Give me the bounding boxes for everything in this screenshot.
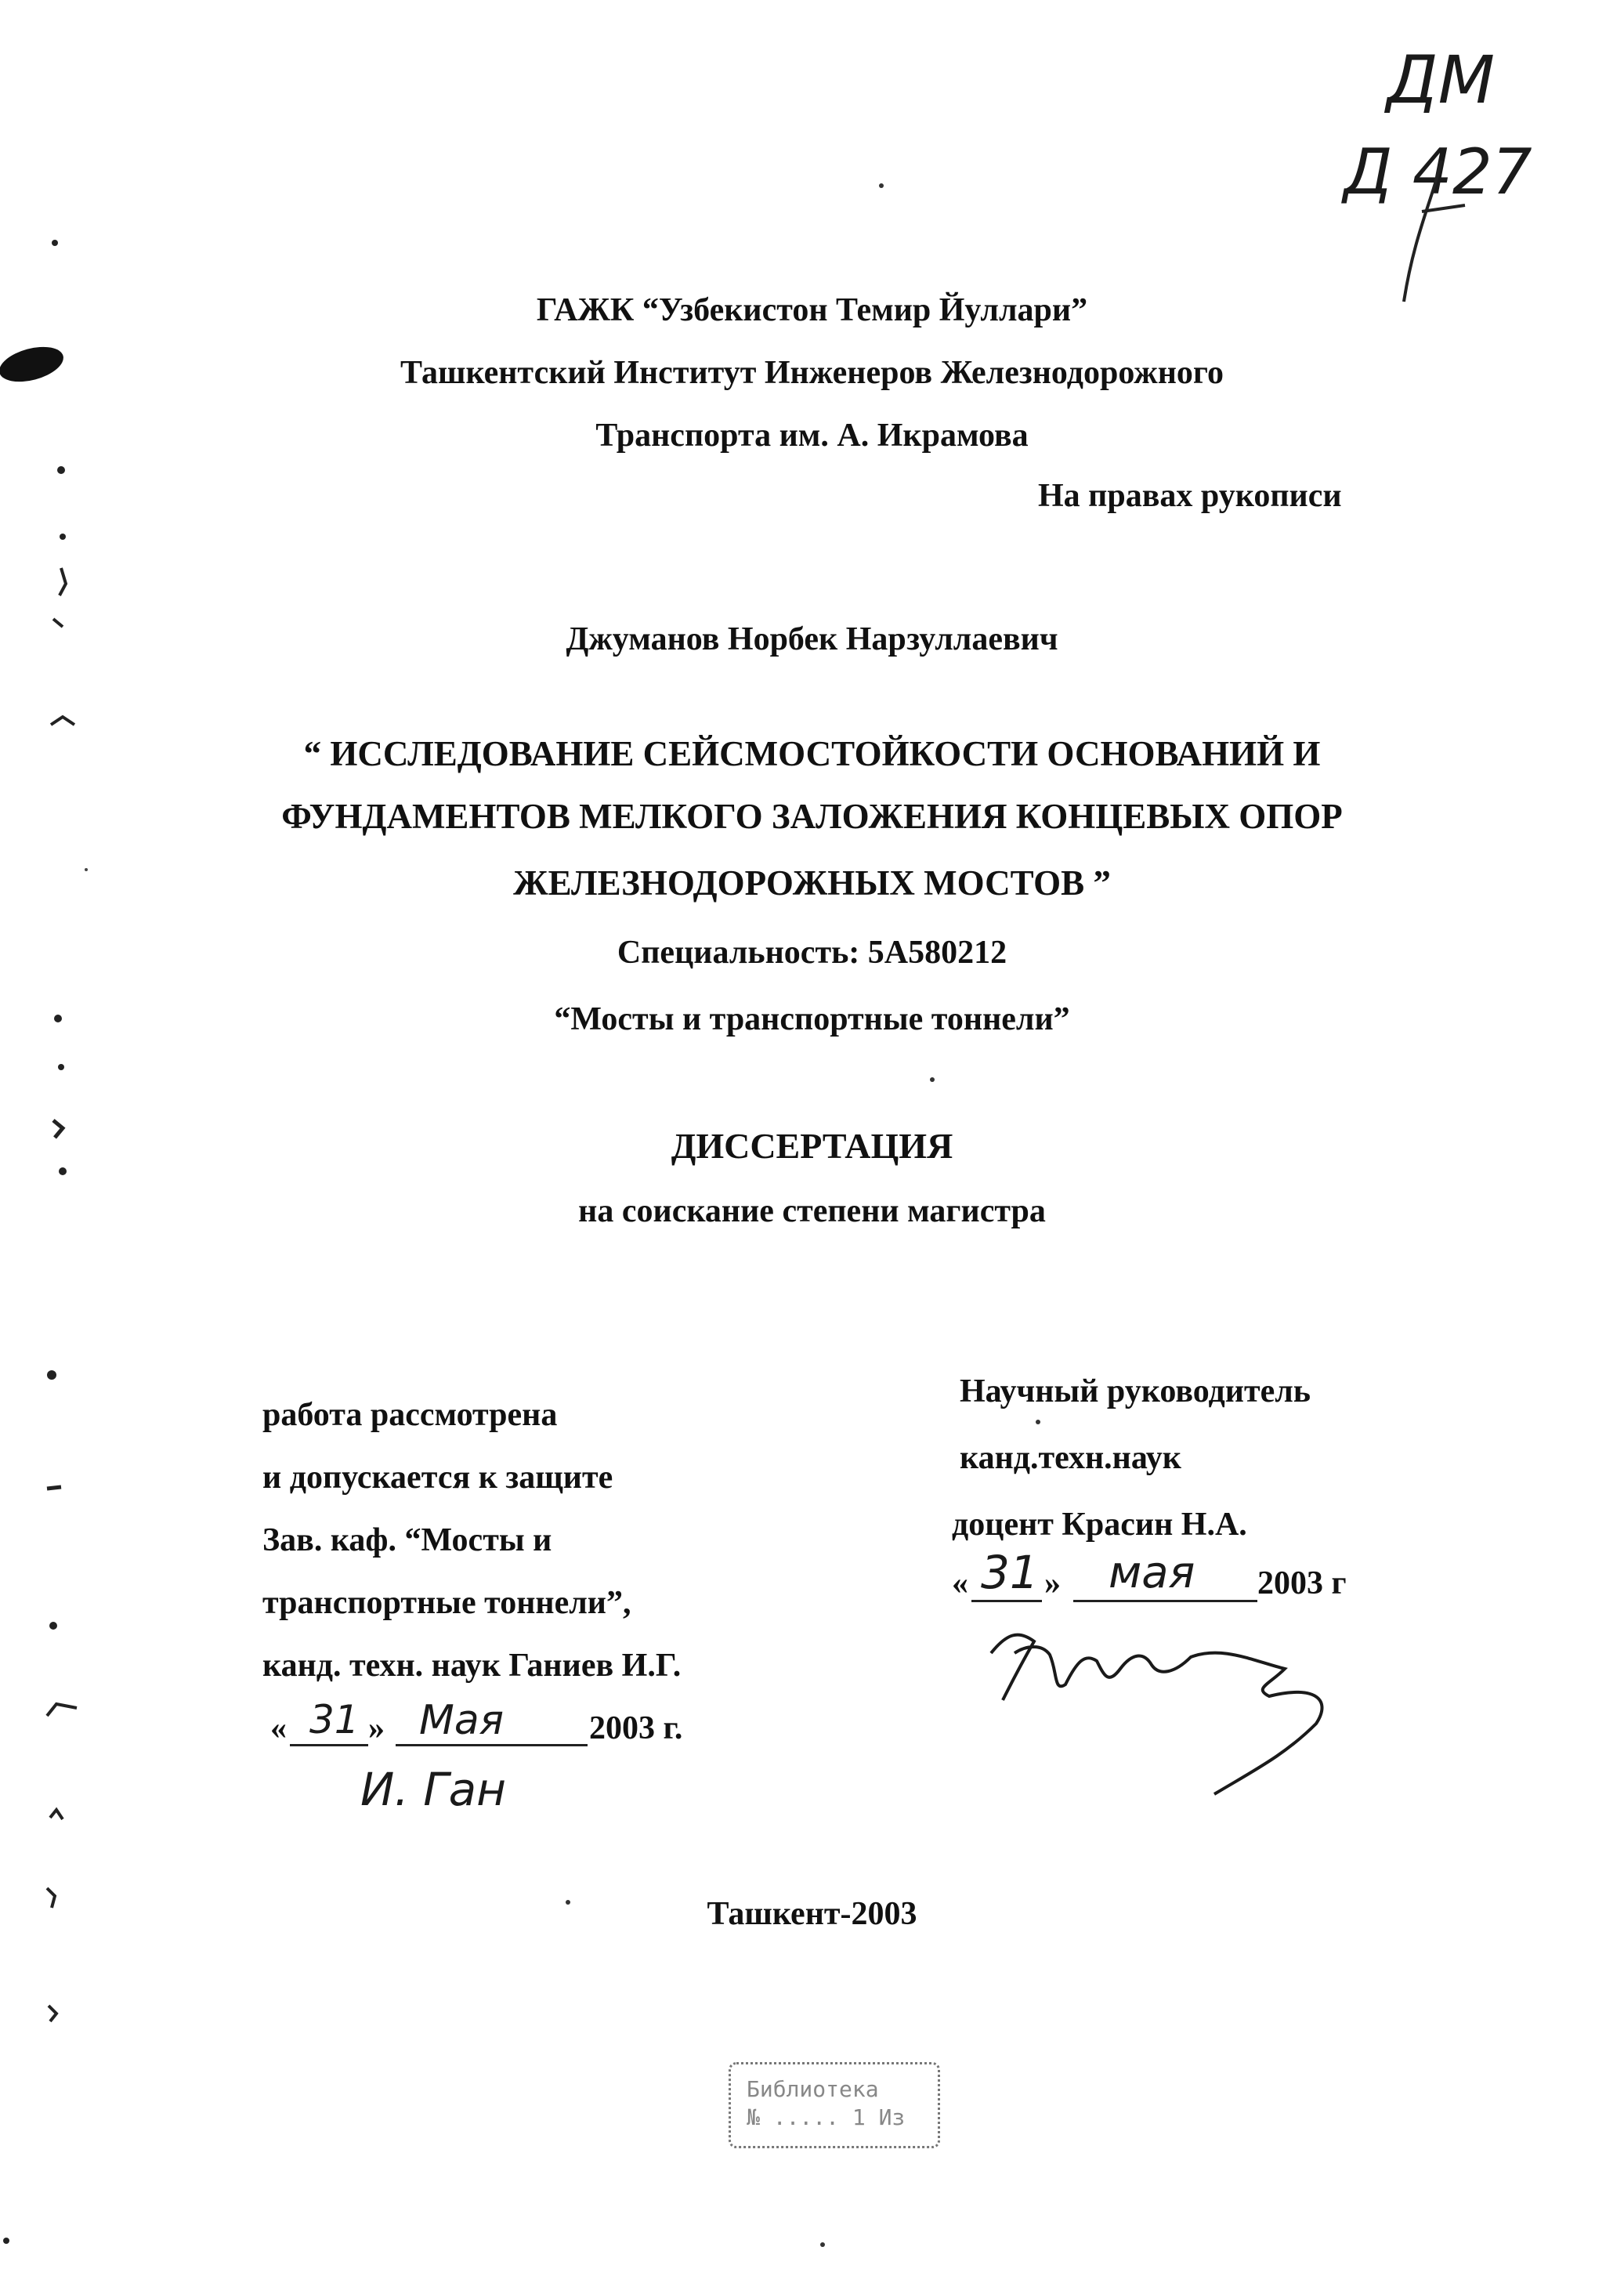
left-date-day: 31	[309, 1697, 360, 1742]
handwritten-mark-dm: ДМ	[1387, 42, 1496, 118]
ink-blot	[0, 341, 67, 388]
left-date-close-quote: »	[368, 1710, 385, 1746]
right-date-close-quote: »	[1044, 1565, 1061, 1601]
city-year: Ташкент-2003	[707, 1896, 917, 1932]
supervisor-line1: Научный руководитель	[960, 1373, 1311, 1409]
approval-line3: Зав. каф. “Мосты и	[262, 1522, 552, 1558]
approval-line5: канд. техн. наук Ганиев И.Г.	[262, 1648, 682, 1684]
left-date-month: Мая	[419, 1697, 505, 1744]
approval-line1: работа рассмотрена	[262, 1397, 558, 1433]
institute-name-line2: Транспорта им. А. Икрамова	[595, 418, 1029, 454]
supervisor-signature	[991, 1635, 1322, 1794]
left-date-year: 2003 г.	[589, 1710, 683, 1746]
supervisor-line2: канд.техн.наук	[960, 1440, 1181, 1476]
right-date-open-quote: «	[952, 1565, 968, 1601]
degree-subtitle: на соискание степени магистра	[578, 1193, 1046, 1229]
document-type-heading: ДИССЕРТАЦИЯ	[671, 1126, 953, 1166]
stamp-line1: Библиотека	[747, 2076, 879, 2102]
stamp-line2: № ..... 1 Из	[747, 2104, 906, 2131]
right-date-day: 31	[981, 1546, 1039, 1599]
right-date-year: 2003 г	[1257, 1565, 1347, 1601]
left-signature: И. Ган	[360, 1763, 507, 1816]
approval-line4: транспортные тоннели”,	[262, 1585, 631, 1621]
approval-line2: и допускается к защите	[262, 1460, 613, 1496]
thesis-title-line1: “ ИССЛЕДОВАНИЕ СЕЙСМОСТОЙКОСТИ ОСНОВАНИЙ И	[303, 734, 1321, 773]
specialty-code: Специальность: 5А580212	[617, 935, 1007, 971]
thesis-title-line3: ЖЕЛЕЗНОДОРОЖНЫХ МОСТОВ ”	[513, 863, 1111, 903]
handwritten-mark-number: Д 427	[1344, 136, 1532, 208]
author-name: Джуманов Норбек Нарзуллаевич	[566, 621, 1058, 657]
thesis-title-line2: ФУНДАМЕНТОВ МЕЛКОГО ЗАЛОЖЕНИЯ КОНЦЕВЫХ ОПОР	[281, 797, 1343, 836]
supervisor-line3: доцент Красин Н.А.	[952, 1507, 1247, 1543]
specialty-name: “Мосты и транспортные тоннели”	[554, 1001, 1070, 1037]
left-date-open-quote: «	[270, 1710, 287, 1746]
organization-name: ГАЖК “Узбекистон Темир Йуллари”	[536, 292, 1088, 328]
manuscript-rights-note: На правах рукописи	[1038, 478, 1342, 514]
archive-mark-stroke	[1404, 161, 1441, 302]
right-date-month: мая	[1109, 1547, 1195, 1598]
institute-name-line1: Ташкентский Институт Инженеров Железнодорожного	[400, 355, 1224, 391]
